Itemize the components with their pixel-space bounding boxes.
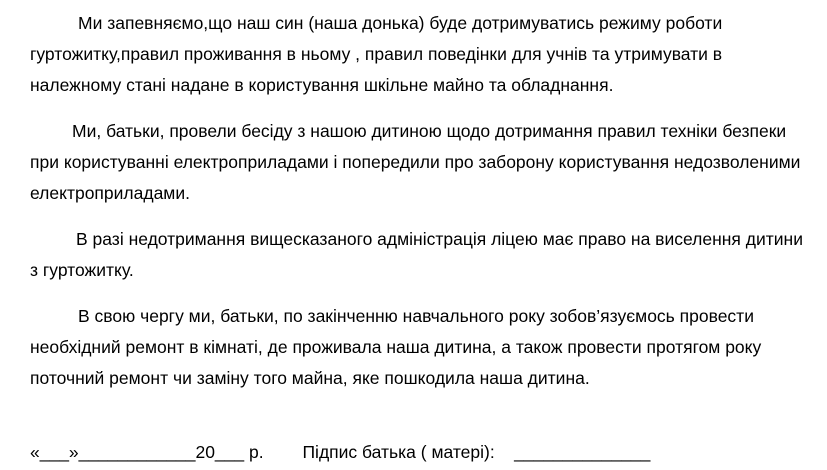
paragraph-safety-briefing: Ми, батьки, провели бесіду з нашою дитиною щодо дотримання правил техніки безпеки при користуванні електроприладами і попередили про заборону користування недозволеними електроприладами. [30, 121, 801, 203]
paragraph-eviction-warning: В разі недотримання вищесказаного адміністрація ліцею має право на виселення дитини з гуртожитку. [30, 229, 803, 280]
paragraph-repair-obligation: В свою чергу ми, батьки, по закінченню навчального року зобов’язуємось провести необхідний ремонт в кімнаті, де проживала наша дитина, а також провести протягом року поточний ремонт чи заміну того майна, яке пошкодила наша дитина. [30, 306, 762, 388]
date-and-signature-line: «___»____________20___ р. Підпис батька ( матері): ______________ [30, 442, 651, 462]
document-body [30, 8, 810, 409]
paragraph-commitment: Ми запевняємо,що наш син (наша донька) буде дотримуватись режиму роботи гуртожитку,правил проживання в ньому , правил поведінки для учнів та утримувати в належному стані надане в користування шкільне майно та обладнання. [30, 13, 723, 95]
